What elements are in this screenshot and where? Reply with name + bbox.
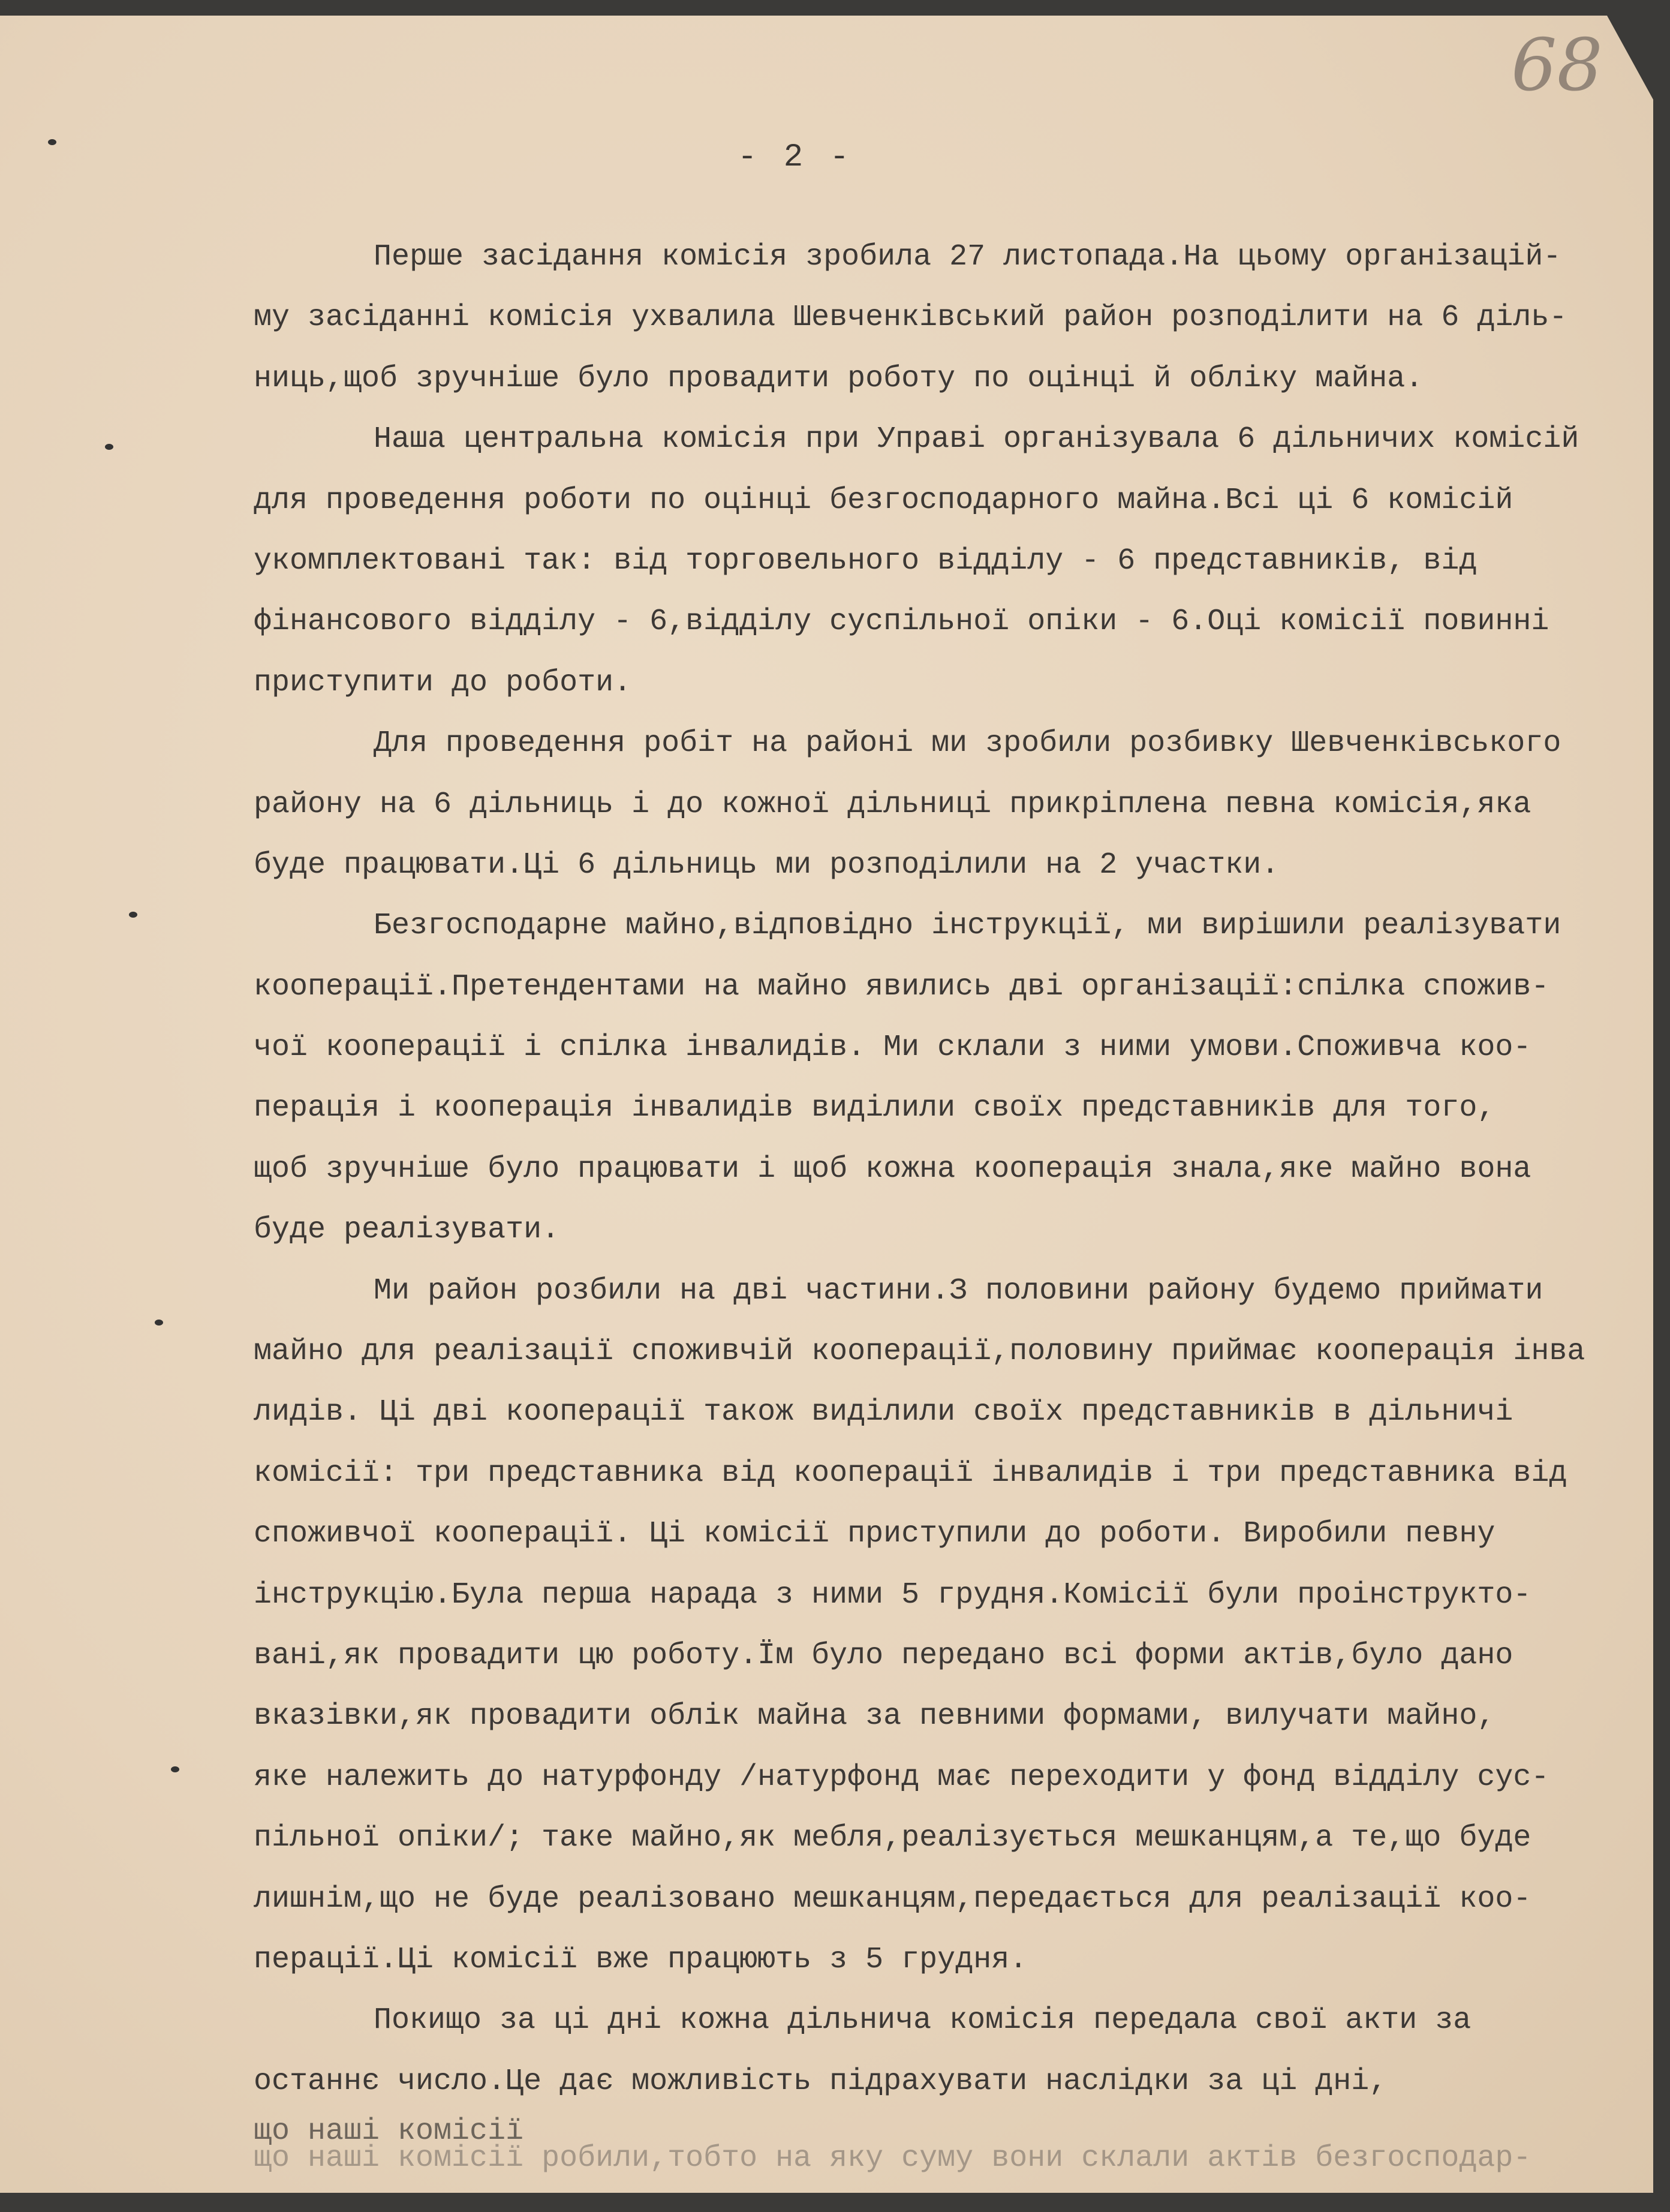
text-line: останнє число.Це дає можливість підрахувати наслідки за ці дні, (254, 2064, 1388, 2099)
text-line: ниць,щоб зручніше було провадити роботу по оцінці й обліку майна. (254, 361, 1424, 396)
punch-mark (129, 912, 137, 918)
text-line: інструкцію.Була перша нарада з ними 5 грудня.Комісії були проінструкто- (254, 1577, 1531, 1612)
text-line: перація і кооперація інвалидів виділили своїх представників для того, (254, 1091, 1496, 1126)
text-line: вказівки,як провадити облік майна за певними формами, вилучати майно, (254, 1699, 1496, 1734)
faded-typed-line: що наші комісії робили,тобто на яку суму вони склали актів безгосподар- (254, 2141, 1531, 2175)
text-line: району на 6 дільниць і до кожної дільниці прикріплена певна комісія,яка (254, 787, 1531, 822)
text-line: приступити до роботи. (254, 665, 632, 700)
text-line: щоб зручніше було працювати і щоб кожна кооперація знала,яке майно вона (254, 1152, 1531, 1186)
text-line: укомплектовані так: від торговельного відділу - 6 представників, від (254, 543, 1478, 578)
punch-mark (155, 1320, 163, 1326)
text-line: Наша центральна комісія при Управі організувала 6 дільничих комісій (374, 422, 1579, 457)
text-line: буде працювати.Ці 6 дільниць ми розподілили на 2 участки. (254, 847, 1280, 882)
text-line: споживчої кооперації. Ці комісії приступили до роботи. Виробили певну (254, 1517, 1496, 1552)
text-line: перації.Ці комісії вже працюють з 5 грудня. (254, 1942, 1028, 1977)
page-number: - 2 - (738, 139, 853, 176)
text-line: лишнім,що не буде реалізовано мешканцям,передається для реалізації коо- (254, 1882, 1531, 1916)
text-line: буде реалізувати. (254, 1213, 560, 1248)
text-line: Покищо за ці дні кожна дільнича комісія передала свої акти за (374, 2003, 1472, 2038)
handwritten-folio-number: 68 (1511, 24, 1603, 107)
text-line: лидів. Ці дві кооперації також виділили своїх представників в дільничі (254, 1395, 1513, 1430)
text-line: кооперації.Претендентами на майно явились дві організації:спілка спожив- (254, 969, 1549, 1004)
text-line: комісії: три представника від кооперації інвалидів і три представника від (254, 1456, 1567, 1490)
text-line: чої кооперації і спілка інвалидів. Ми склали з ними умови.Споживча коо- (254, 1030, 1531, 1065)
text-line: для проведення роботи по оцінці безгосподарного майна.Всі ці 6 комісій (254, 483, 1513, 518)
punch-mark (105, 444, 113, 450)
text-line: му засіданні комісія ухвалила Шевченківський район розподілити на 6 діль- (254, 300, 1567, 335)
text-line: фінансового відділу - 6,відділу суспільної опіки - 6.Оці комісії повинні (254, 605, 1549, 639)
text-line: вані,як провадити цю роботу.Їм було передано всі форми актів,було дано (254, 1638, 1513, 1673)
text-line: Для проведення робіт на районі ми зробили розбивку Шевченківського (374, 726, 1561, 761)
punch-mark (171, 1766, 179, 1772)
text-line: майно для реалізації споживчій кооперації,половину приймає кооперація інва (254, 1335, 1585, 1369)
punch-mark (48, 139, 56, 145)
partial-typed-line (254, 2114, 523, 2131)
text-line: Безгосподарне майно,відповідно інструкції, ми вирішили реалізувати (374, 909, 1561, 943)
text-line: Ми район розбили на дві частини.З половини району будемо приймати (374, 1273, 1543, 1308)
text-line: пільної опіки/; таке майно,як мебля,реалізується мешканцям,а те,що буде (254, 1821, 1531, 1856)
text-line: Перше засідання комісія зробила 27 листопада.На цьому організацій- (374, 240, 1561, 274)
text-line: яке належить до натурфонду /натурфонд має переходити у фонд відділу сус- (254, 1760, 1549, 1795)
document-body (254, 227, 1609, 2112)
